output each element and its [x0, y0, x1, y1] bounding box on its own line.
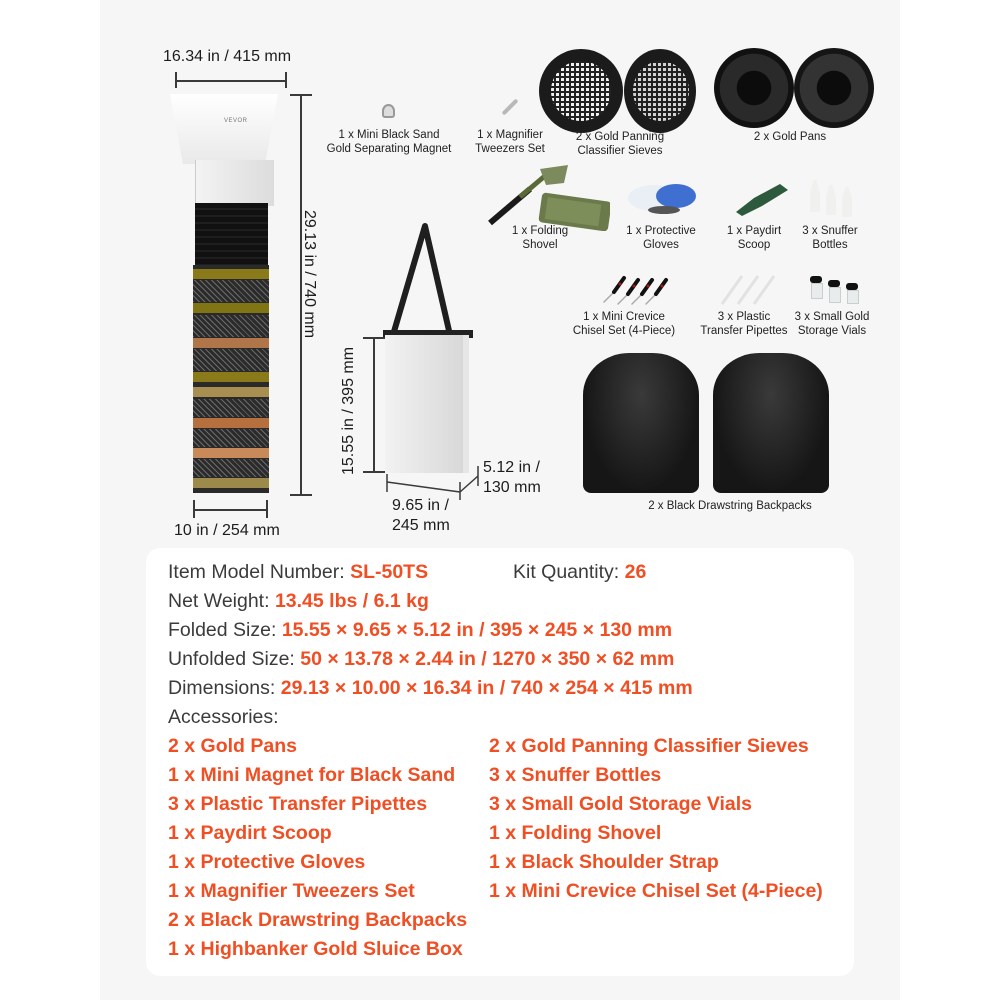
gold-pan-icon	[794, 48, 874, 128]
accessory-item: 2 x Gold Panning Classifier Sieves	[489, 735, 809, 757]
spec-model-number: Item Model Number: SL-50TS	[168, 561, 429, 583]
accessory-label-pipettes: 3 x Plastic Transfer Pipettes	[700, 311, 788, 337]
accessory-item: 1 x Paydirt Scoop	[168, 822, 332, 844]
accessory-label-backpacks: 2 x Black Drawstring Backpacks	[648, 500, 812, 512]
sluice-top-width-label: 16.34 in / 415 mm	[163, 48, 292, 65]
accessory-label-vials: 3 x Small Gold Storage Vials	[794, 311, 870, 337]
folded-depth-label-2: 130 mm	[483, 479, 541, 496]
accessory-label-gloves: 1 x Protective Gloves	[626, 225, 696, 251]
accessory-item: 1 x Mini Magnet for Black Sand	[168, 764, 456, 786]
folded-height-label: 15.55 in / 395 mm	[340, 346, 357, 475]
accessory-item: 1 x Magnifier Tweezers Set	[168, 880, 415, 902]
folded-box-body	[385, 335, 463, 473]
vial-cap	[828, 280, 840, 287]
dimension-tick	[285, 72, 287, 88]
shoulder-strap	[385, 220, 465, 340]
vial-icon	[829, 287, 841, 303]
accessory-item: 3 x Snuffer Bottles	[489, 764, 662, 786]
dimension-tick	[175, 72, 177, 88]
dimension-tick	[266, 500, 268, 518]
gold-pan-icon	[714, 48, 794, 128]
accessory-label-chisel-set: 1 x Mini Crevice Chisel Set (4-Piece)	[572, 311, 676, 337]
spec-net-weight: Net Weight: 13.45 lbs / 6.1 kg	[168, 590, 429, 612]
accessory-label-scoop: 1 x Paydirt Scoop	[726, 225, 782, 251]
accessory-item: 1 x Protective Gloves	[168, 851, 366, 873]
accessory-item: 1 x Black Shoulder Strap	[489, 851, 719, 873]
vial-icon	[811, 283, 823, 299]
scoop-icon	[734, 180, 790, 216]
vial-icon	[847, 290, 859, 304]
spec-folded-size: Folded Size: 15.55 × 9.65 × 5.12 in / 395 × 245 × 130 mm	[168, 619, 673, 641]
backpack-icon	[583, 353, 699, 493]
sieve-mesh	[633, 61, 689, 121]
backpack-icon	[713, 353, 829, 493]
accessory-item: 3 x Small Gold Storage Vials	[489, 793, 752, 815]
brand-logo: VEVOR	[224, 118, 248, 124]
accessory-label-tweezers: 1 x Magnifier Tweezers Set	[475, 129, 545, 155]
sluice-upper-panel	[195, 160, 274, 206]
dimension-tick	[363, 471, 385, 473]
spec-kit-quantity: Kit Quantity: 26	[513, 561, 647, 583]
folded-width-label-1: 9.65 in /	[392, 497, 449, 514]
dimension-tick	[290, 494, 312, 496]
accessory-item: 2 x Black Drawstring Backpacks	[168, 909, 468, 931]
accessory-label-gold-pans: 2 x Gold Pans	[753, 131, 827, 143]
accessory-label-shovel: 1 x Folding Shovel	[511, 225, 569, 251]
accessory-item: 3 x Plastic Transfer Pipettes	[168, 793, 428, 815]
dimension-tick	[363, 337, 385, 339]
accessory-label-sieves: 2 x Gold Panning Classifier Sieves	[575, 131, 665, 157]
width-dimension-line	[385, 470, 465, 500]
sluice-hopper	[170, 94, 278, 164]
sieve-mesh	[551, 61, 611, 121]
dimension-tick	[193, 500, 195, 518]
dimension-line	[193, 509, 267, 511]
accessory-item: 1 x Mini Crevice Chisel Set (4-Piece)	[489, 880, 823, 902]
magnet-icon	[382, 104, 395, 118]
vial-cap	[846, 283, 858, 290]
gloves-icon	[624, 180, 704, 218]
folded-depth-label-1: 5.12 in /	[483, 459, 540, 476]
chisel-icon	[600, 272, 670, 306]
dimension-tick	[290, 94, 312, 96]
accessory-label-magnet: 1 x Mini Black Sand Gold Separating Magnet	[326, 129, 452, 155]
spec-accessories-heading: Accessories:	[168, 706, 279, 728]
spec-unfolded-size: Unfolded Size: 50 × 13.78 × 2.44 in / 1270 × 350 × 62 mm	[168, 648, 675, 670]
pipette-icon	[718, 272, 778, 306]
accessory-item: 2 x Gold Pans	[168, 735, 297, 757]
shovel-icon	[480, 163, 610, 231]
spec-dimensions: Dimensions: 29.13 × 10.00 × 16.34 in / 740 × 254 × 415 mm	[168, 677, 693, 699]
dimension-line	[175, 80, 286, 82]
vial-cap	[810, 276, 822, 283]
folded-width-label-2: 245 mm	[392, 517, 450, 534]
sluice-riffle-section	[193, 265, 269, 493]
accessory-label-snuffer-bottles: 3 x Snuffer Bottles	[802, 225, 858, 251]
dimension-line	[373, 338, 375, 472]
accessory-item: 1 x Folding Shovel	[489, 822, 662, 844]
sluice-height-label: 29.13 in / 740 mm	[301, 210, 318, 339]
accessory-item: 1 x Highbanker Gold Sluice Box	[168, 938, 463, 960]
sluice-carpet	[195, 203, 268, 265]
sluice-bottom-width-label: 10 in / 254 mm	[174, 522, 280, 539]
